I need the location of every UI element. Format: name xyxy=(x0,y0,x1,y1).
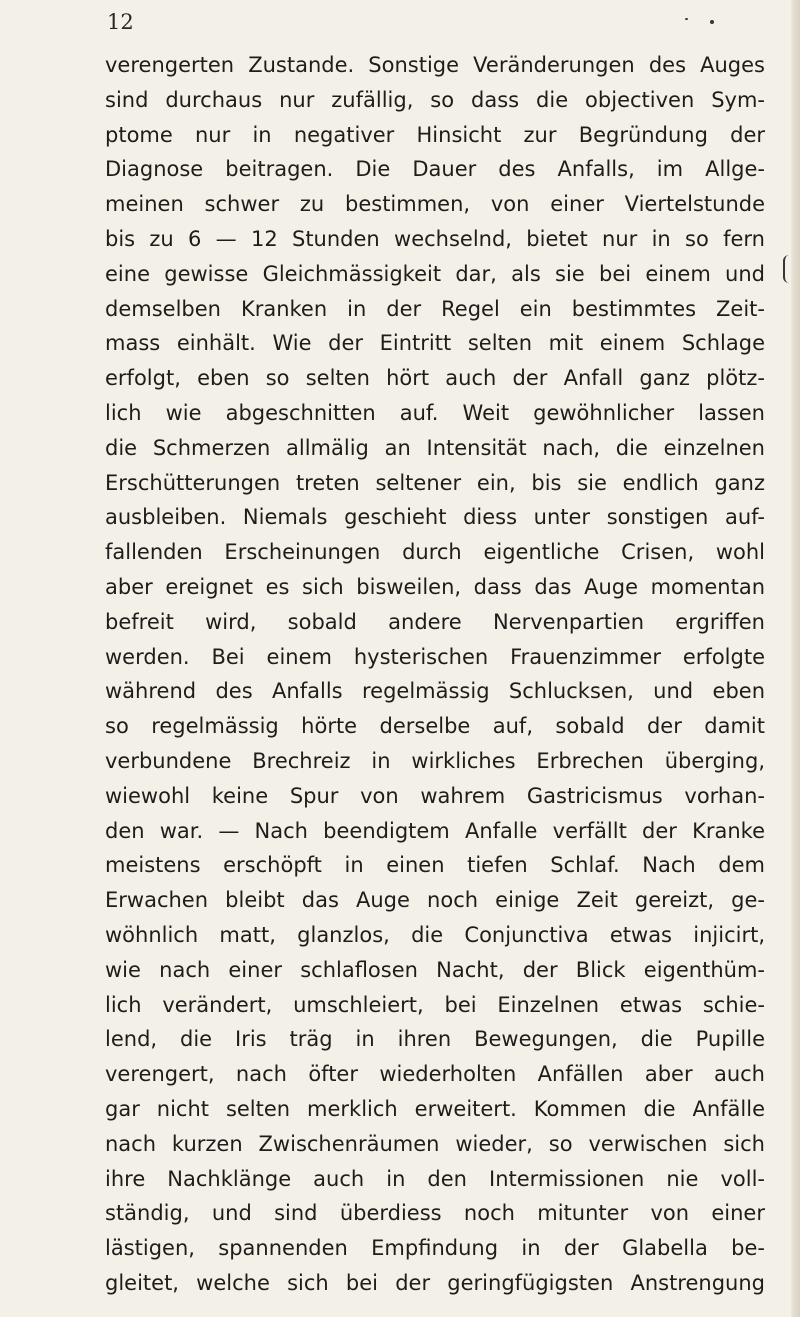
text-line: ständig, und sind überdiess noch mitunter von einer xyxy=(105,1201,765,1226)
text-line: befreit wird, sobald andere Nervenpartien ergriffen xyxy=(105,609,765,634)
text-line: lich wie abgeschnitten auf. Weit gewöhnlicher lassen xyxy=(105,400,765,425)
text-line: lend, die Iris träg in ihren Bewegungen, die Pupille xyxy=(105,1027,765,1052)
text-line: erfolgt, eben so selten hört auch der Anfall ganz plötz- xyxy=(105,366,765,391)
margin-mark xyxy=(783,255,791,283)
text-line: meistens erschöpft in einen tiefen Schlaf. Nach dem xyxy=(105,853,765,878)
text-line: mass einhält. Wie der Eintritt selten mit einem Schlage xyxy=(105,331,765,356)
page-number: 12 xyxy=(107,10,134,34)
text-line: wöhnlich matt, glanzlos, die Conjunctiva etwas injicirt, xyxy=(105,922,765,947)
body-text xyxy=(105,48,765,1301)
text-line: lich verändert, umschleiert, bei Einzelnen etwas schie- xyxy=(105,992,765,1017)
text-line: meinen schwer zu bestimmen, von einer Viertelstunde xyxy=(105,192,765,217)
speck xyxy=(685,18,688,20)
text-line: werden. Bei einem hysterischen Frauenzimmer erfolgte xyxy=(105,644,765,669)
text-line: während des Anfalls regelmässig Schlucksen, und eben xyxy=(105,679,765,704)
text-line: gleitet, welche sich bei der geringfügigsten Anstrengung xyxy=(105,1270,765,1295)
text-line: Erschütterungen treten seltener ein, bis sie endlich ganz xyxy=(105,470,765,495)
text-line: nach kurzen Zwischenräumen wieder, so verwischen sich xyxy=(105,1131,765,1156)
text-line: Diagnose beitragen. Die Dauer des Anfalls, im Allge- xyxy=(105,157,765,182)
text-line: sind durchaus nur zufällig, so dass die objectiven Sym- xyxy=(105,87,765,112)
text-line: gar nicht selten merklich erweitert. Kommen die Anfälle xyxy=(105,1096,765,1121)
text-line: verbundene Brechreiz in wirkliches Erbrechen überging, xyxy=(105,748,765,773)
text-line: aber ereignet es sich bisweilen, dass das Auge momentan xyxy=(105,574,765,599)
text-line: wie nach einer schlaflosen Nacht, der Blick eigenthüm- xyxy=(105,957,765,982)
text-line: Erwachen bleibt das Auge noch einige Zeit gereizt, ge- xyxy=(105,888,765,913)
text-line: demselben Kranken in der Regel ein bestimmtes Zeit- xyxy=(105,296,765,321)
page-edge xyxy=(791,0,800,1317)
text-line: verengerten Zustande. Sonstige Veränderungen des Auges xyxy=(105,53,765,77)
text-line: die Schmerzen allmälig an Intensität nach, die einzelnen xyxy=(105,435,765,460)
speck xyxy=(710,20,714,24)
text-line: bis zu 6 — 12 Stunden wechselnd, bietet nur in so fern xyxy=(105,226,765,251)
text-line: verengert, nach öfter wiederholten Anfällen aber auch xyxy=(105,1062,765,1087)
text-line: ihre Nachklänge auch in den Intermissionen nie voll- xyxy=(105,1166,765,1191)
text-line: fallenden Erscheinungen durch eigentliche Crisen, wohl xyxy=(105,540,765,565)
text-line: den war. — Nach beendigtem Anfalle verfällt der Kranke xyxy=(105,818,765,843)
text-line: wiewohl keine Spur von wahrem Gastricismus vorhan- xyxy=(105,783,765,808)
text-line: ptome nur in negativer Hinsicht zur Begründung der xyxy=(105,122,765,147)
text-line: lästigen, spannenden Empfindung in der Glabella be- xyxy=(105,1236,765,1261)
text-line: ausbleiben. Niemals geschieht diess unter sonstigen auf- xyxy=(105,505,765,530)
text-line: eine gewisse Gleichmässigkeit dar, als sie bei einem und xyxy=(105,261,765,286)
text-line: so regelmässig hörte derselbe auf, sobald der damit xyxy=(105,714,765,739)
